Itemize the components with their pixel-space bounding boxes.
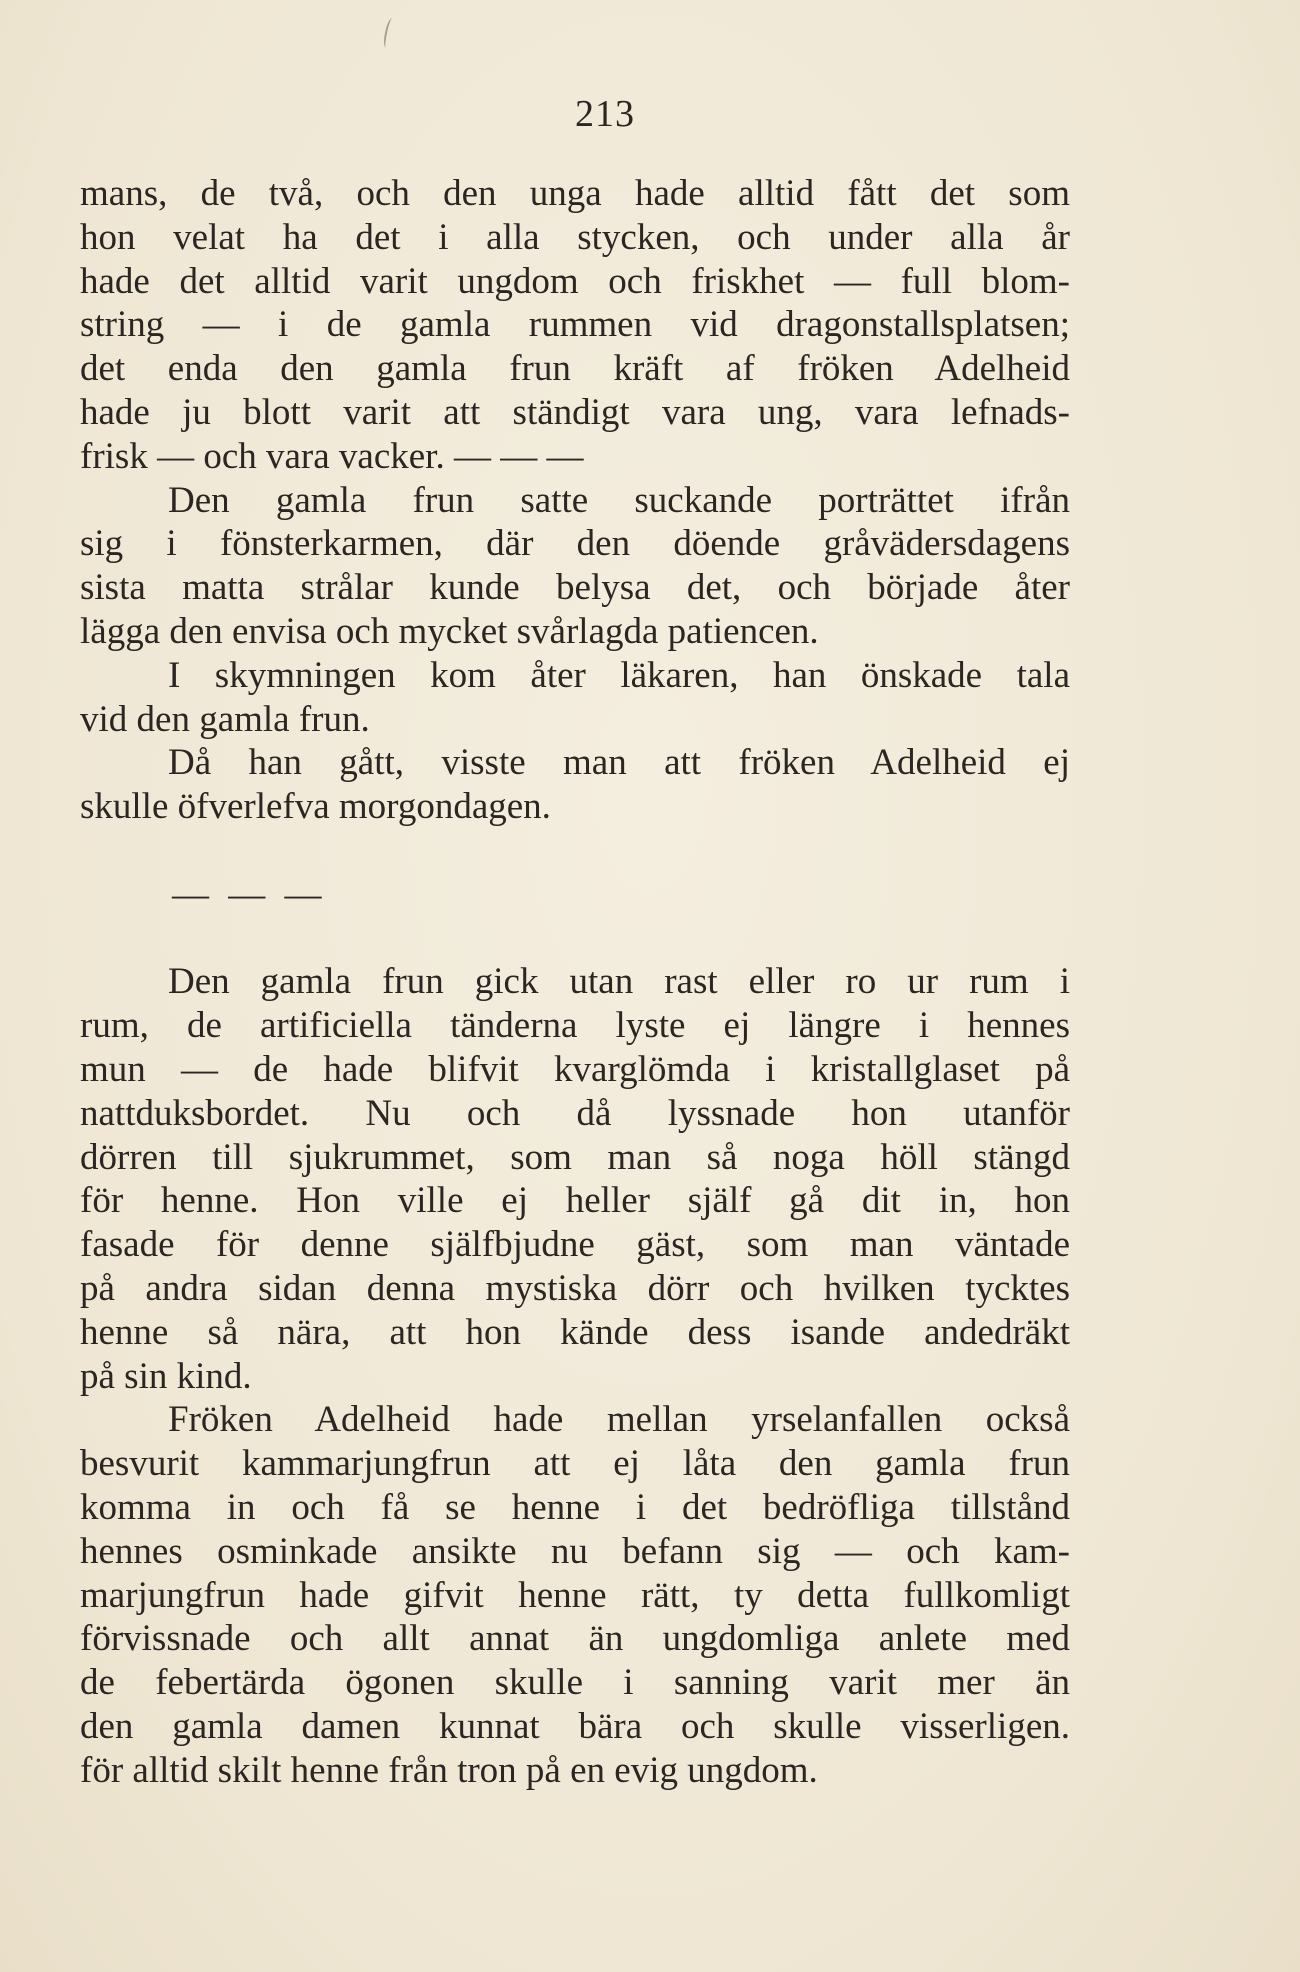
page-number: 213 <box>575 93 635 135</box>
text-line: Fröken Adelheid hade mellan yrselanfallen också <box>168 1399 1070 1441</box>
text-line: förvissnade och allt annat än ungdomliga anlete med <box>80 1618 1070 1660</box>
text-line: mans, de två, och den unga hade alltid fått det som <box>80 173 1070 214</box>
blank-line <box>80 917 1070 961</box>
text-line: på andra sidan denna mystiska dörr och hvilken tycktes <box>80 1267 1070 1309</box>
text-line: på sin kind. <box>80 1355 252 1397</box>
text-line: string — i de gamla rummen vid dragonstallsplatsen; <box>80 304 1070 346</box>
text-line: fasade för denne själfbjudne gäst, som man väntade <box>80 1224 1070 1266</box>
text-line: besvurit kammarjungfrun att ej låta den gamla frun <box>80 1443 1070 1485</box>
paragraph <box>80 741 1070 829</box>
text-line: rum, de artificiella tänderna lyste ej längre i hennes <box>80 1005 1070 1047</box>
paragraph <box>80 479 1070 654</box>
text-line: mun — de hade blifvit kvarglömda i kristallglaset på <box>80 1048 1070 1090</box>
text-line: sig i fönsterkarmen, där den döende gråvädersdagens <box>80 523 1070 565</box>
text-line: nattduksbordet. Nu och då lyssnade hon utanför <box>80 1092 1070 1134</box>
body-text <box>80 172 1070 1792</box>
text-line: Den gamla frun satte suckande porträttet ifrån <box>168 479 1070 521</box>
text-line: för henne. Hon ville ej heller själf gå dit in, hon <box>80 1180 1070 1222</box>
text-line: komma in och få se henne i det bedröfliga tillstånd <box>80 1486 1070 1528</box>
text-line: sista matta strålar kunde belysa det, och började åter <box>80 567 1070 609</box>
text-line: hade ju blott varit att ständigt vara ung, vara lefnads- <box>80 391 1070 433</box>
ink-mark <box>382 17 396 48</box>
text-line: Då han gått, visste man att fröken Adelheid ej <box>168 742 1070 784</box>
section-separator: — — — <box>172 873 322 915</box>
text-line: vid den gamla frun. <box>80 698 370 740</box>
text-line: marjungfrun hade gifvit henne rätt, ty detta fullkomligt <box>80 1574 1070 1616</box>
text-line: skulle öfverlefva morgondagen. <box>80 786 551 828</box>
text-line: frisk — och vara vacker. — — — <box>80 435 584 477</box>
paragraph <box>80 654 1070 742</box>
blank-line <box>80 829 1070 873</box>
text-line: I skymningen kom åter läkaren, han önskade tala <box>168 654 1070 696</box>
text-line: henne så nära, att hon kände dess isande andedräkt <box>80 1311 1070 1353</box>
text-line: lägga den envisa och mycket svårlagda patiencen. <box>80 610 819 652</box>
text-line: hade det alltid varit ungdom och friskhet — full blom- <box>80 260 1070 302</box>
paragraph <box>80 1398 1070 1792</box>
text-line: hon velat ha det i alla stycken, och under alla år <box>80 216 1070 258</box>
text-line: det enda den gamla frun kräft af fröken Adelheid <box>80 348 1070 390</box>
text-line: de febertärda ögonen skulle i sanning varit mer än <box>80 1662 1070 1704</box>
text-line: Den gamla frun gick utan rast eller ro ur rum i <box>168 961 1070 1003</box>
text-line: hennes osminkade ansikte nu befann sig — och kam- <box>80 1530 1070 1572</box>
text-line: den gamla damen kunnat bära och skulle visserligen. <box>80 1705 1070 1747</box>
paragraph <box>80 960 1070 1398</box>
text-line: dörren till sjukrummet, som man så noga höll stängd <box>80 1136 1070 1178</box>
text-line: för alltid skilt henne från tron på en evig ungdom. <box>80 1749 818 1791</box>
paragraph <box>80 172 1070 479</box>
